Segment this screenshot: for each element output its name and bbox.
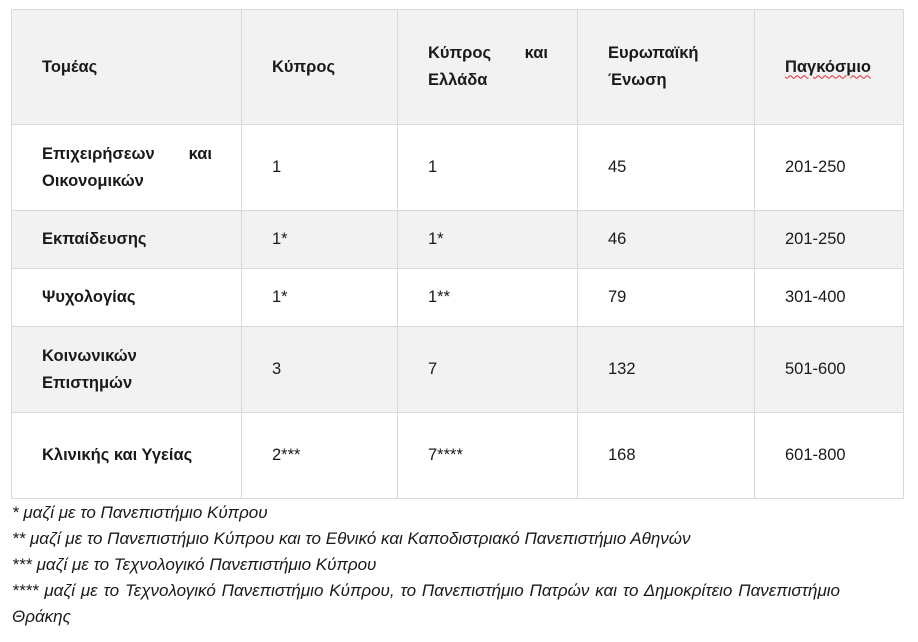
footnote-1: * μαζί με το Πανεπιστήμιο Κύπρου: [12, 503, 268, 522]
rankings-table-container: [11, 9, 904, 499]
row-cyprus-cell: 1: [242, 125, 398, 211]
footnote-4: **** μαζί με το Τεχνολογικό Πανεπιστήμιο Κύπρου, το Πανεπιστήμιο Πατρών και το Δημοκρίτειο Πανεπιστήμιο Θράκης: [12, 581, 840, 626]
row-cyprus-cell: 1*: [242, 211, 398, 269]
row-worldwide-cell: 301-400: [755, 269, 904, 327]
table-body: [12, 125, 904, 499]
row-cyprus-greece-cell: 7: [398, 327, 578, 413]
spellcheck-underlined-word[interactable]: Παγκόσμιο: [785, 57, 872, 76]
row-eu-cell: 79: [578, 269, 755, 327]
row-field-cell: Κλινικής και Υγείας: [12, 413, 242, 499]
row-cyprus-cell: 1*: [242, 269, 398, 327]
row-eu-cell: 132: [578, 327, 755, 413]
table-row: [12, 327, 904, 413]
row-worldwide-cell: 201-250: [755, 211, 904, 269]
row-cyprus-greece-cell: 1*: [398, 211, 578, 269]
table-row: [12, 269, 904, 327]
header-cell-european-union: Ευρωπαϊκή Ένωση: [578, 10, 755, 125]
header-cell-worldwide: [755, 10, 904, 125]
row-field-cell: Ψυχολογίας: [12, 269, 242, 327]
row-field-cell: Επιχειρήσεων και Οικονομικών: [12, 125, 242, 211]
row-cyprus-cell: 3: [242, 327, 398, 413]
footnote-2: ** μαζί με το Πανεπιστήμιο Κύπρου και το Εθνικό και Καποδιστριακό Πανεπιστήμιο Αθηνών: [12, 529, 691, 548]
header-cell-cyprus: Κύπρος: [242, 10, 398, 125]
footnote-3: *** μαζί με το Τεχνολογικό Πανεπιστήμιο Κύπρου: [12, 555, 377, 574]
row-worldwide-cell: 201-250: [755, 125, 904, 211]
table-row: [12, 125, 904, 211]
row-cyprus-greece-cell: 1**: [398, 269, 578, 327]
row-field-cell: Κοινωνικών Επιστημών: [12, 327, 242, 413]
row-cyprus-greece-cell: 1: [398, 125, 578, 211]
row-worldwide-cell: 601-800: [755, 413, 904, 499]
row-eu-cell: 45: [578, 125, 755, 211]
header-cell-field: Τομέας: [12, 10, 242, 125]
row-field-cell: Εκπαίδευσης: [12, 211, 242, 269]
rankings-table: [11, 9, 904, 499]
header-cell-cyprus-greece: Κύπρος και Ελλάδα: [398, 10, 578, 125]
header-row: [12, 10, 904, 125]
row-worldwide-cell: 501-600: [755, 327, 904, 413]
table-row: [12, 413, 904, 499]
table-row: [12, 211, 904, 269]
row-cyprus-cell: 2***: [242, 413, 398, 499]
row-eu-cell: 168: [578, 413, 755, 499]
row-cyprus-greece-cell: 7****: [398, 413, 578, 499]
footnotes: [12, 500, 840, 630]
row-eu-cell: 46: [578, 211, 755, 269]
table-header: [12, 10, 904, 125]
